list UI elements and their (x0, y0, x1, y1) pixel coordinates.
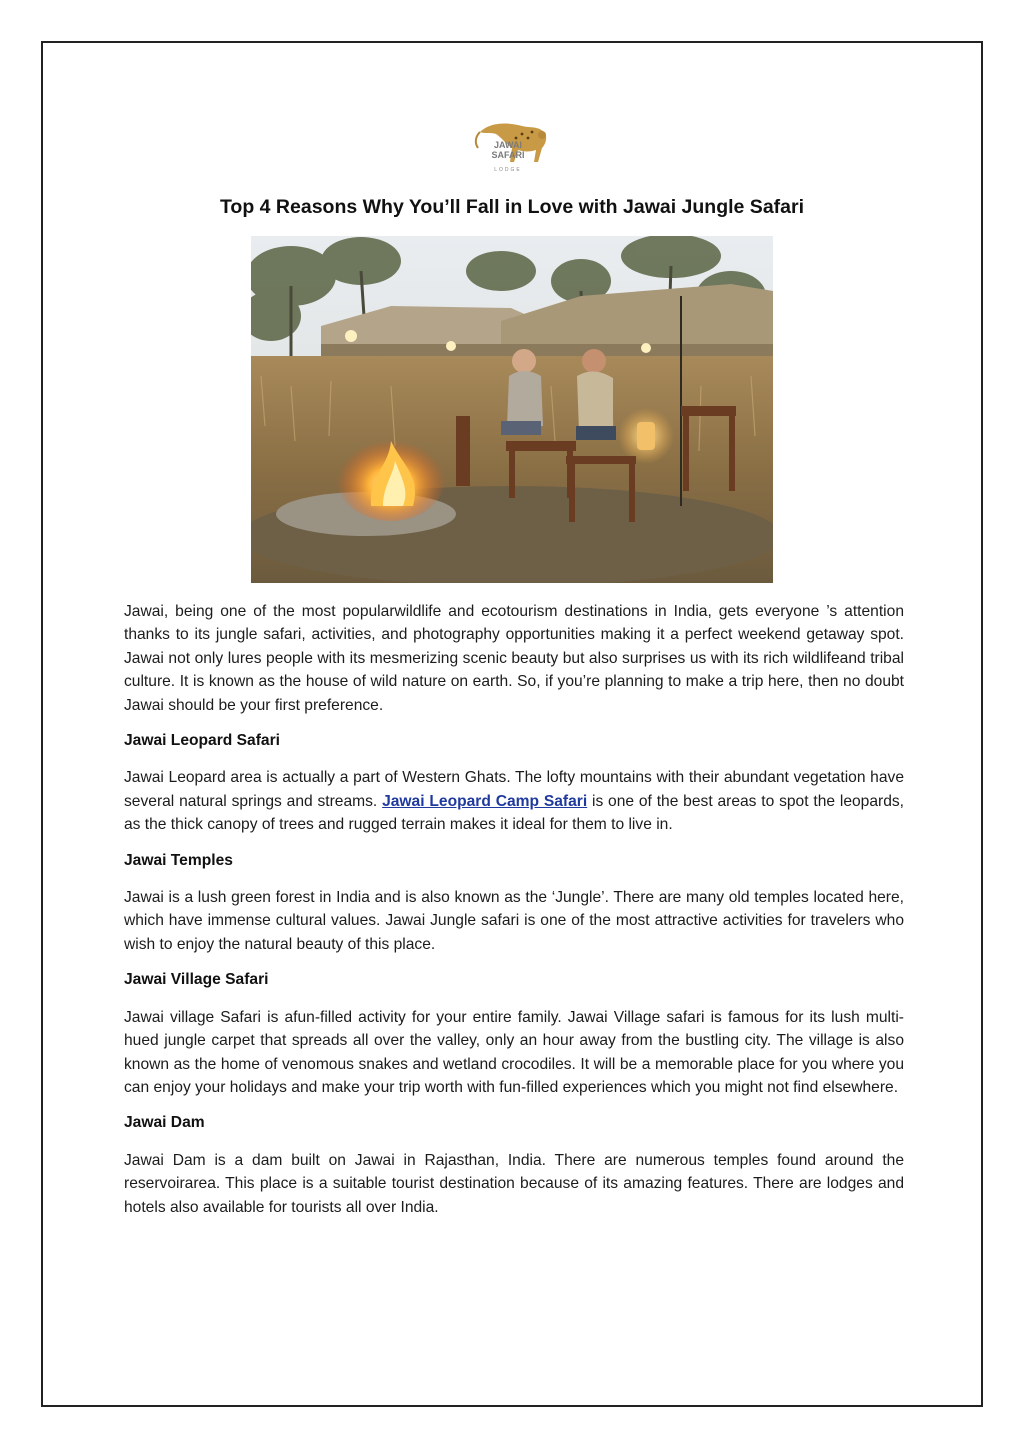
intro-paragraph: Jawai, being one of the most popularwildlife and ecotourism destinations in India, gets everyone ’s attention thanks to its jungle safari, activities, and photography opportunities making it a perfect weekend getaway spot. Jawai not only lures people with its mesmerizing scenic beauty but also surprises us with its rich wildlifeand tribal culture. It is known as the house of wild nature on earth. So, if you’re planning to make a trip here, then no doubt Jawai should be your first preference. (124, 603, 904, 714)
logo-line3: LODGE (494, 167, 522, 173)
leopard-text-before: Jawai Leopard area is actually a part of Western Ghats. The lofty mountains with their abundant vegetation have several natural springs and streams. (124, 769, 904, 810)
section-heading-village-safari: Jawai Village Safari (124, 971, 269, 989)
section-heading-dam: Jawai Dam (124, 1114, 205, 1132)
safari-camp-photo (251, 236, 773, 583)
section-text-leopard-safari (124, 766, 904, 836)
section-text-temples: Jawai is a lush green forest in India and is also known as the ‘Jungle’. There are many old temples located here, which have immense cultural values. Jawai Jungle safari is one of the most attractive activities for travelers who wish to enjoy the natural beauty of this place. (124, 889, 904, 953)
logo-line2: SAFARI (491, 150, 525, 160)
section-heading-temples: Jawai Temples (124, 851, 233, 869)
section-text-dam: Jawai Dam is a dam built on Jawai in Rajasthan, India. There are numerous temples found around the reservoirarea. This place is a suitable tourist destination because of its amazing features. There are lodges and hotels also available for tourists all over India. (124, 1151, 904, 1216)
article-body (124, 600, 904, 1219)
leopard-text-after: is one of the best areas to spot the leopards, as the thick canopy of trees and rugged terrain makes it ideal for them to live in. (124, 792, 905, 834)
jawai-leopard-camp-safari-link[interactable]: Jawai Leopard Camp Safari (382, 792, 588, 810)
logo-line1: JAWAI (493, 140, 523, 150)
section-text-village-safari: Jawai village Safari is afun-filled activity for your entire family. Jawai Village safari is famous for its lush multi-hued jungle carpet that spreads all over the valley, only an hour away from the bustling city. The village is also known as the home of venomous snakes and wetland crocodiles. It will be a memorable place for you where you can enjoy your holidays and make your trip worth with fun-filled experiences which you might not find elsewhere. (124, 1008, 904, 1096)
section-heading-leopard-safari: Jawai Leopard Safari (124, 732, 280, 750)
jawai-safari-lodge-logo (472, 118, 552, 178)
page-title: Top 4 Reasons Why You’ll Fall in Love with Jawai Jungle Safari (219, 196, 805, 218)
